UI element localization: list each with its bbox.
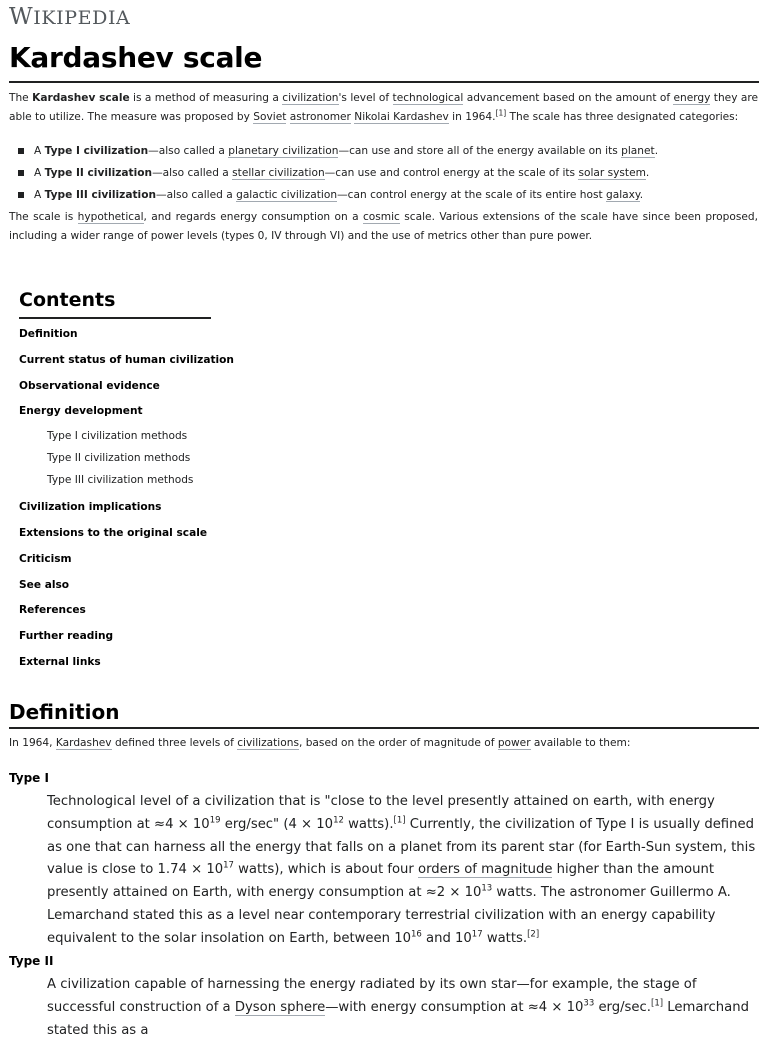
wikipedia-logo[interactable]: WIKIPEDIA (9, 4, 131, 30)
citation-ref[interactable]: [1] (393, 815, 406, 826)
toc-divider (19, 317, 211, 319)
extensions-paragraph: The scale is hypothetical, and regards energy consumption on a cosmic scale. Various extensions of the scale have since been proposed, including a wider range of power levels (types 0, IV through VI) and the use of metrics other than pure power. (9, 211, 758, 242)
link-technological[interactable]: technological (392, 92, 464, 104)
toc-item-further-reading[interactable]: Further reading (19, 630, 114, 643)
section-heading-definition: Definition (9, 700, 120, 724)
link-planetary-civilization[interactable]: planetary civilization (228, 145, 339, 157)
term-type-ii: Type II (9, 954, 54, 968)
toc-item-observational-evidence[interactable]: Observational evidence (19, 379, 160, 392)
list-item: A Type II civilization—also called a stellar civilization—can use and control energy at the scale of its solar system. (18, 162, 658, 184)
citation-ref[interactable]: [2] (527, 929, 540, 940)
lead-paragraph: The Kardashev scale is a method of measuring a civilization's level of technological advancement based on the amount of energy they are able to utilize. The measure was proposed by Soviet astronomer Nikolai Kardashev in 1964.[1] The scale has three designated categories: (9, 92, 758, 123)
link-civilizations[interactable]: civilizations (237, 737, 299, 749)
citation-ref[interactable]: [1] (651, 998, 664, 1009)
link-power[interactable]: power (497, 737, 531, 749)
section-divider (9, 727, 759, 729)
definition-intro: In 1964, Kardashev defined three levels of civilizations, based on the order of magnitude of power available to them: (9, 737, 631, 749)
link-galactic-civilization[interactable]: galactic civilization (236, 189, 338, 201)
link-stellar-civilization[interactable]: stellar civilization (232, 167, 325, 179)
link-civilization[interactable]: civilization (282, 92, 339, 104)
toc-item-current-status[interactable]: Current status of human civilization (19, 353, 234, 366)
title-divider (9, 81, 759, 83)
list-item: A Type I civilization—also called a planetary civilization—can use and store all of the energy available on its planet. (18, 140, 658, 162)
toc-item-civilization-implications[interactable]: Civilization implications (19, 501, 162, 514)
link-solar-system[interactable]: solar system (578, 167, 646, 179)
link-hypothetical[interactable]: hypothetical (77, 211, 144, 223)
link-cosmic[interactable]: cosmic (362, 211, 400, 223)
term-type-i: Type I (9, 771, 49, 785)
list-item: A Type III civilization—also called a galactic civilization—can control energy at the scale of its entire host galaxy. (18, 184, 658, 206)
toc-item-type-ii-methods[interactable]: Type II civilization methods (47, 452, 191, 465)
link-kardashev[interactable]: Kardashev (55, 737, 112, 749)
toc-item-extensions[interactable]: Extensions to the original scale (19, 526, 208, 539)
link-planet[interactable]: planet (621, 145, 655, 157)
link-energy[interactable]: energy (673, 92, 711, 104)
definition-type-i: Technological level of a civilization that is "close to the level presently attained on earth, with energy consumption at $\approx 4 \times 10^{19}$ erg/sec" ($4 \times 10^{12}$ watts).[1] Currently, the civilization of Type I is usually defined as one that can harness all the energy that falls on a planet from its parent star (for Earth-Sun system, this value is close to $1.74 \times 10^{17}$ watts), which is about four orders of magnitude higher than the amount presently attained on Earth, with energy consumption at $\approx 2 \times 10^{13}$ watts. The astronomer Guillermo A. Lemarchand stated this as a level near contemporary terrestrial civilization with an energy capability equivalent to the solar insolation on Earth, between $10^{16}$ and $10^{17}$ watts.[2] (47, 794, 756, 946)
table-of-contents (19, 322, 234, 676)
link-galaxy[interactable]: galaxy (606, 189, 640, 201)
toc-item-see-also[interactable]: See also (19, 578, 70, 591)
toc-item-energy-development[interactable]: Energy development (19, 405, 143, 418)
page-title: Kardashev scale (9, 41, 263, 74)
definition-type-ii: A civilization capable of harnessing the energy radiated by its own star—for example, the stage of successful construction of a Dyson sphere—with energy consumption at $\approx 4 \times 10^{33}$ erg/sec.[1] Lemarchand stated this as a (47, 977, 749, 1038)
toc-item-type-i-methods[interactable]: Type I civilization methods (47, 430, 188, 443)
toc-item-references[interactable]: References (19, 604, 86, 617)
toc-title: Contents (19, 289, 116, 311)
link-nikolai-kardashev[interactable]: Nikolai Kardashev (354, 111, 449, 123)
link-dyson-sphere[interactable]: Dyson sphere (234, 999, 326, 1015)
category-list (18, 140, 658, 206)
toc-item-definition[interactable]: Definition (19, 328, 78, 340)
citation-ref[interactable]: [1] (495, 108, 507, 118)
toc-item-external-links[interactable]: External links (19, 655, 101, 668)
toc-item-criticism[interactable]: Criticism (19, 552, 72, 565)
link-orders-of-magnitude[interactable]: orders of magnitude (418, 862, 553, 878)
toc-item-type-iii-methods[interactable]: Type III civilization methods (47, 474, 194, 487)
link-astronomer[interactable]: astronomer (289, 111, 351, 123)
link-soviet[interactable]: Soviet (253, 111, 287, 123)
